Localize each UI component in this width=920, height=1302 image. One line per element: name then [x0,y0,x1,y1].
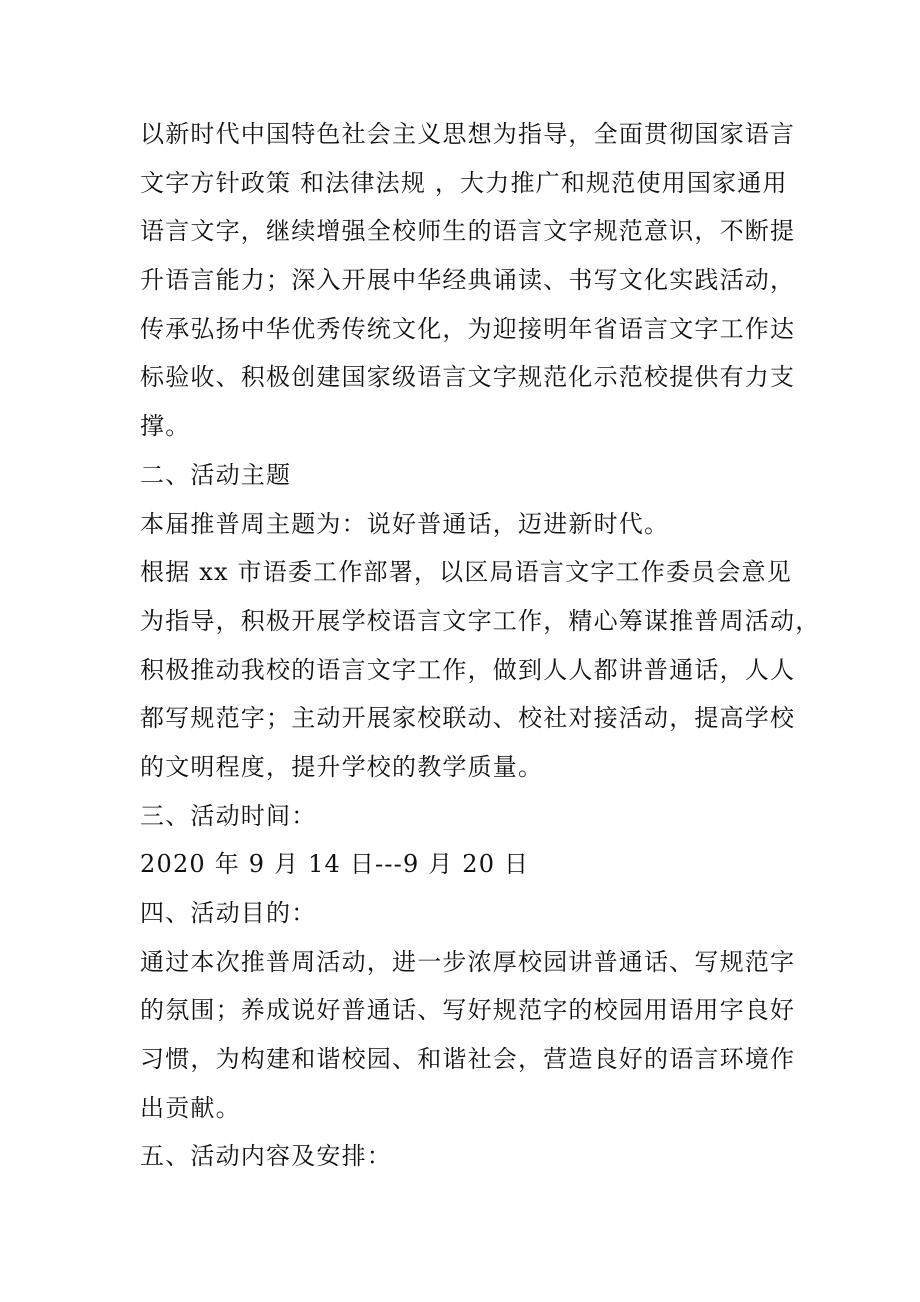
body-text-line: 为指导，积极开展学校语言文字工作，精心筹谋推普周活动， [140,606,821,635]
body-text-line: 文字方针政策 和法律法规 ，大力推广和规范使用国家通用 [140,168,788,197]
document-body [140,110,821,1181]
body-text-line: 撑。 [140,412,191,441]
body-text-line: 的氛围；养成说好普通话、写好规范字的校园用语用字良好 [140,996,796,1025]
body-text-line: 传承弘扬中华优秀传统文化，为迎接明年省语言文字工作达 [140,314,796,343]
section-heading-theme: 二、活动主题 [140,460,292,489]
body-text-line: 本届推普周主题为：说好普通话，迈进新时代。 [140,509,670,538]
body-text-line: 积极推动我校的语言文字工作，做到人人都讲普通话，人人 [140,655,796,684]
body-text-line: 根据 xx 市语委工作部署，以区局语言文字工作委员会意见 [140,558,792,587]
body-text-line: 习惯，为构建和谐校园、和谐社会，营造良好的语言环境作 [140,1045,796,1074]
body-text-line: 语言文字，继续增强全校师生的语言文字规范意识，不断提 [140,217,796,246]
section-heading-content: 五、活动内容及安排： [140,1142,392,1171]
section-heading-purpose: 四、活动目的： [140,899,317,927]
section-heading-time: 三、活动时间： [140,801,317,830]
body-text-line: 出贡献。 [140,1093,241,1122]
body-text-line: 以新时代中国特色社会主义思想为指导，全面贯彻国家语言 [140,120,796,148]
body-text-line: 的文明程度，提升学校的教学质量。 [140,752,544,781]
body-text-line: 都写规范字；主动开展家校联动、校社对接活动，提高学校 [140,704,796,733]
body-text-line: 升语言能力；深入开展中华经典诵读、书写文化实践活动， [140,266,796,295]
body-text-line: 标验收、积极创建国家级语言文字规范化示范校提供有力支 [140,363,796,392]
body-text-line: 通过本次推普周活动，进一步浓厚校园讲普通话、写规范字 [140,947,796,976]
activity-date-range: 2020 年 9 月 14 日---9 月 20 日 [140,850,530,879]
